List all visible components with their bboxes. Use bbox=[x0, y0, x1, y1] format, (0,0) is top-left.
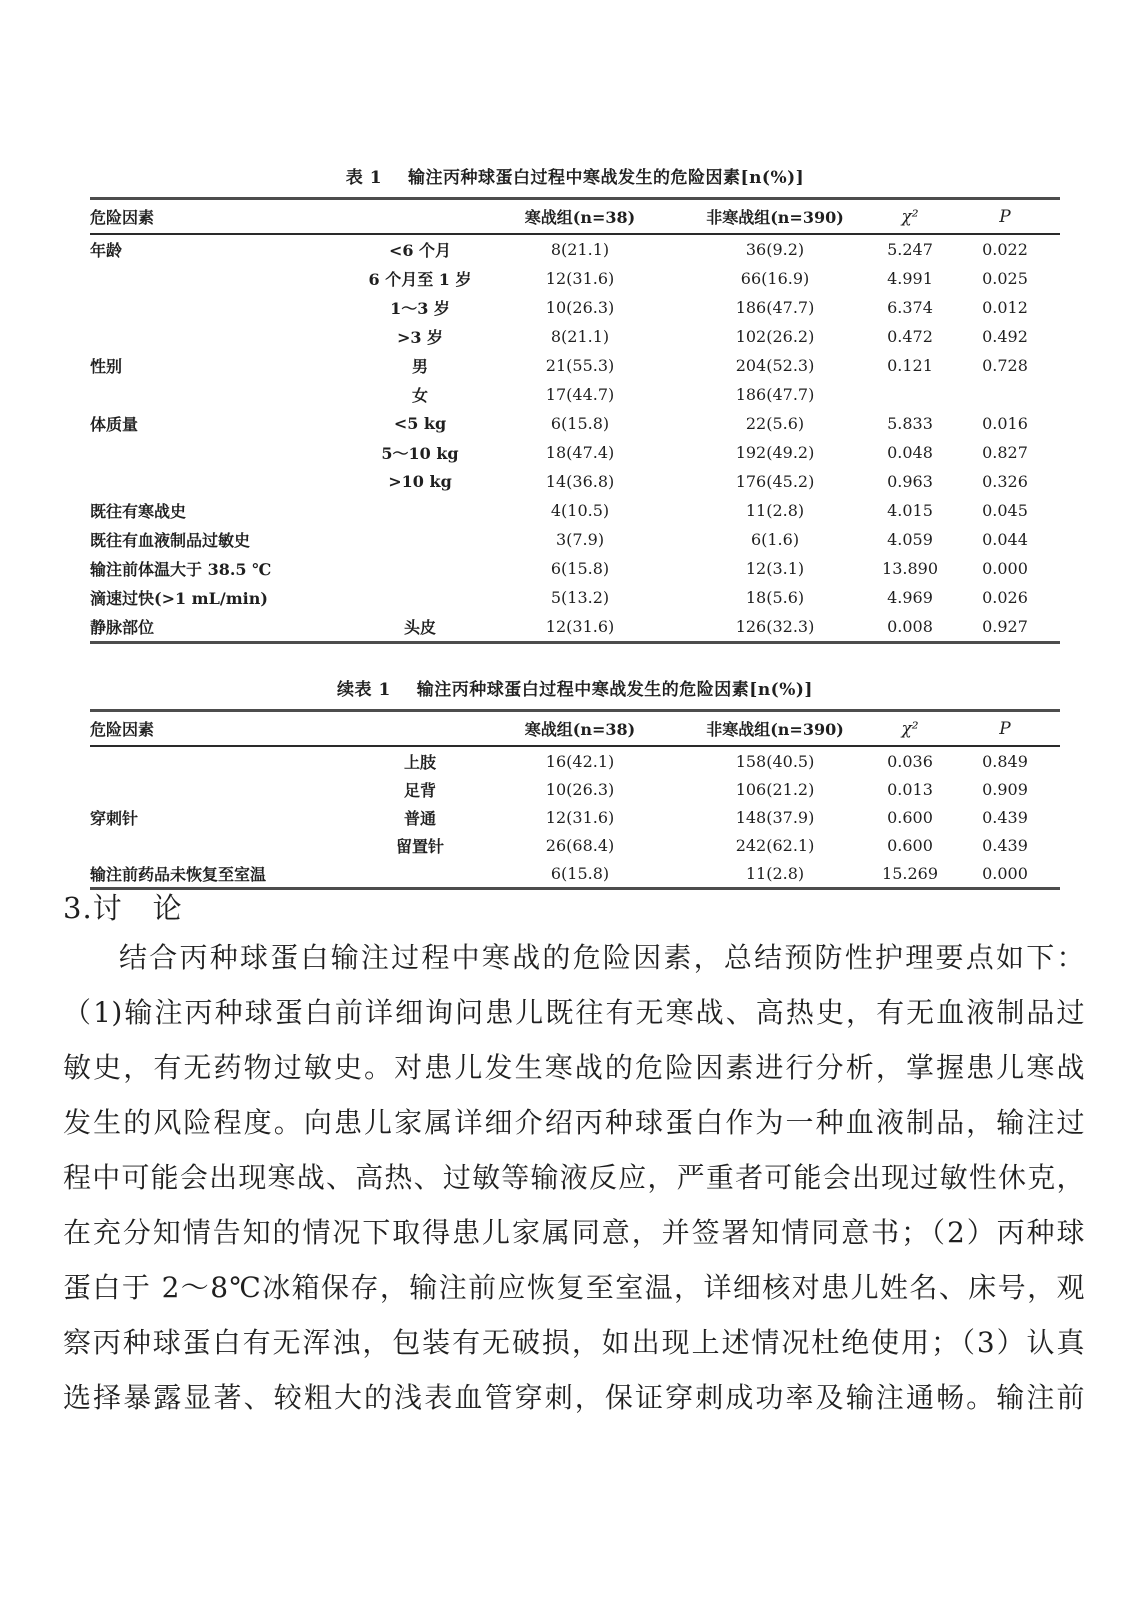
table-row bbox=[90, 803, 1060, 831]
cell-chi2: 5.833 bbox=[887, 414, 933, 433]
cell-nonchill: 158(40.5) bbox=[735, 751, 815, 771]
cell-p: 0.000 bbox=[982, 559, 1028, 578]
cell-factor: 穿刺针 bbox=[90, 808, 139, 828]
table1-caption bbox=[90, 166, 1060, 190]
cell-p: 0.849 bbox=[982, 751, 1028, 771]
table2 bbox=[90, 709, 1060, 890]
table2-label: 续表 1 bbox=[337, 680, 391, 700]
paragraph-line: 在充分知情告知的情况下取得患儿家属同意，并签署知情同意书；（2）丙种球 bbox=[63, 1216, 1085, 1249]
cell-p: 0.044 bbox=[982, 530, 1028, 549]
table1-header-nonchill-group: 非寒战组(n=390) bbox=[680, 199, 870, 235]
cell-chill: 3(7.9) bbox=[555, 530, 605, 549]
cell-category bbox=[360, 554, 480, 583]
table-row bbox=[90, 831, 1060, 859]
cell-factor: 性别 bbox=[90, 357, 123, 376]
cell-category: 1～3 岁 bbox=[390, 299, 450, 318]
cell-p: 0.439 bbox=[982, 807, 1028, 827]
table1-header-chill-group: 寒战组(n=38) bbox=[480, 199, 680, 235]
cell-p: 0.045 bbox=[982, 501, 1028, 520]
cell-category: 头皮 bbox=[404, 618, 437, 637]
table-row bbox=[90, 496, 1060, 525]
cell-chi2: 4.059 bbox=[887, 530, 933, 549]
cell-nonchill: 126(32.3) bbox=[735, 617, 815, 636]
cell-p: 0.000 bbox=[982, 863, 1028, 883]
cell-chi2 bbox=[870, 380, 950, 409]
table2-header-chi-square: χ² bbox=[870, 711, 950, 747]
table2-title: 输注丙种球蛋白过程中寒战发生的危险因素[n(%)] bbox=[416, 680, 813, 700]
table-row bbox=[90, 409, 1060, 438]
cell-factor bbox=[90, 293, 360, 322]
cell-category: 女 bbox=[412, 386, 429, 405]
paragraph-line: 蛋白于 2～8℃冰箱保存，输注前应恢复至室温，详细核对患儿姓名、床号，观 bbox=[63, 1271, 1085, 1304]
cell-p: 0.022 bbox=[982, 240, 1028, 259]
cell-category: 5～10 kg bbox=[381, 444, 459, 463]
cell-p: 0.012 bbox=[982, 298, 1028, 317]
table2-block bbox=[90, 678, 1060, 890]
cell-factor bbox=[90, 322, 360, 351]
cell-nonchill: 106(21.2) bbox=[735, 779, 815, 799]
cell-nonchill: 204(52.3) bbox=[735, 356, 815, 375]
cell-chill: 6(15.8) bbox=[550, 863, 610, 883]
cell-factor bbox=[90, 467, 360, 496]
cell-category: 足背 bbox=[404, 780, 437, 800]
table-row bbox=[90, 775, 1060, 803]
cell-factor: 输注前药品未恢复至室温 bbox=[90, 864, 267, 884]
cell-category: <6 个月 bbox=[388, 241, 452, 260]
cell-p: 0.909 bbox=[982, 779, 1028, 799]
table-row bbox=[90, 264, 1060, 293]
cell-chill: 6(15.8) bbox=[550, 414, 610, 433]
cell-p bbox=[950, 380, 1060, 409]
cell-chi2: 0.600 bbox=[887, 807, 933, 827]
table2-header-nonchill-group: 非寒战组(n=390) bbox=[680, 711, 870, 747]
table-row bbox=[90, 234, 1060, 264]
paragraph-line: 选择暴露显著、较粗大的浅表血管穿刺，保证穿刺成功率及输注通畅。输注前 bbox=[63, 1381, 1085, 1414]
cell-chill: 8(21.1) bbox=[550, 240, 610, 259]
paragraph-line: 发生的风险程度。向患儿家属详细介绍丙种球蛋白作为一种血液制品，输注过 bbox=[63, 1106, 1085, 1139]
cell-category: 上肢 bbox=[404, 752, 437, 772]
table-row bbox=[90, 467, 1060, 496]
cell-chi2: 13.890 bbox=[882, 559, 938, 578]
cell-category: 普通 bbox=[404, 808, 437, 828]
cell-category: 男 bbox=[412, 357, 429, 376]
cell-nonchill: 148(37.9) bbox=[735, 807, 815, 827]
cell-p: 0.016 bbox=[982, 414, 1028, 433]
table-row bbox=[90, 322, 1060, 351]
cell-nonchill: 12(3.1) bbox=[745, 559, 805, 578]
cell-p: 0.326 bbox=[982, 472, 1028, 491]
discussion-paragraph bbox=[63, 930, 1085, 1425]
cell-chill: 5(13.2) bbox=[550, 588, 610, 607]
paragraph-line: 敏史，有无药物过敏史。对患儿发生寒战的危险因素进行分析，掌握患儿寒战 bbox=[63, 1051, 1085, 1084]
cell-category: >3 岁 bbox=[396, 328, 444, 347]
table-row bbox=[90, 746, 1060, 775]
table2-header-factor: 危险因素 bbox=[90, 711, 480, 747]
table-row bbox=[90, 351, 1060, 380]
cell-nonchill: 6(1.6) bbox=[750, 530, 800, 549]
cell-chill: 18(47.4) bbox=[545, 443, 615, 462]
cell-factor: 输注前体温大于 38.5 ℃ bbox=[90, 560, 272, 579]
cell-nonchill: 66(16.9) bbox=[740, 269, 810, 288]
table1-header-chi-square: χ² bbox=[870, 199, 950, 235]
cell-chi2: 0.600 bbox=[887, 835, 933, 855]
cell-nonchill: 186(47.7) bbox=[735, 298, 815, 317]
cell-nonchill: 186(47.7) bbox=[735, 385, 815, 404]
table1-title: 输注丙种球蛋白过程中寒战发生的危险因素[n(%)] bbox=[408, 168, 805, 188]
table1-header-row bbox=[90, 199, 1060, 235]
cell-p: 0.827 bbox=[982, 443, 1028, 462]
cell-chill: 4(10.5) bbox=[550, 501, 610, 520]
section-heading-discussion: 3.讨 论 bbox=[63, 891, 183, 925]
table-row bbox=[90, 293, 1060, 322]
cell-factor: 年龄 bbox=[90, 241, 123, 260]
table-row bbox=[90, 525, 1060, 554]
table2-header-chill-group: 寒战组(n=38) bbox=[480, 711, 680, 747]
table2-caption bbox=[90, 678, 1060, 702]
cell-chi2: 15.269 bbox=[882, 863, 938, 883]
cell-chill: 12(31.6) bbox=[545, 269, 615, 288]
cell-chi2: 0.036 bbox=[887, 751, 933, 771]
cell-chill: 16(42.1) bbox=[545, 751, 615, 771]
cell-chi2: 0.008 bbox=[887, 617, 933, 636]
table-row bbox=[90, 554, 1060, 583]
table2-header-row bbox=[90, 711, 1060, 747]
cell-factor bbox=[90, 775, 360, 803]
cell-category bbox=[360, 583, 480, 612]
table-row bbox=[90, 583, 1060, 612]
cell-chill: 12(31.6) bbox=[545, 807, 615, 827]
cell-chi2: 4.015 bbox=[887, 501, 933, 520]
paragraph-line: 程中可能会出现寒战、高热、过敏等输液反应，严重者可能会出现过敏性休克， bbox=[63, 1161, 1085, 1194]
cell-category bbox=[360, 525, 480, 554]
cell-chi2: 0.963 bbox=[887, 472, 933, 491]
cell-chill: 6(15.8) bbox=[550, 559, 610, 578]
cell-factor bbox=[90, 831, 360, 859]
cell-p: 0.728 bbox=[982, 356, 1028, 375]
table1-header-factor: 危险因素 bbox=[90, 199, 480, 235]
cell-factor bbox=[90, 746, 360, 775]
cell-nonchill: 176(45.2) bbox=[735, 472, 815, 491]
paragraph-line: 察丙种球蛋白有无浑浊，包装有无破损，如出现上述情况杜绝使用；（3）认真 bbox=[63, 1326, 1085, 1359]
cell-category: 6 个月至 1 岁 bbox=[368, 270, 472, 289]
cell-factor bbox=[90, 264, 360, 293]
cell-chi2: 5.247 bbox=[887, 240, 933, 259]
table2-header-p-value: P bbox=[950, 711, 1060, 747]
cell-factor bbox=[90, 438, 360, 467]
cell-chi2: 0.121 bbox=[887, 356, 933, 375]
cell-chill: 17(44.7) bbox=[545, 385, 615, 404]
table-row bbox=[90, 438, 1060, 467]
cell-chi2: 4.991 bbox=[887, 269, 933, 288]
cell-factor: 静脉部位 bbox=[90, 618, 155, 637]
table1-block bbox=[90, 166, 1060, 644]
cell-nonchill: 242(62.1) bbox=[735, 835, 815, 855]
cell-factor: 既往有血液制品过敏史 bbox=[90, 531, 251, 550]
cell-factor: 既往有寒战史 bbox=[90, 502, 187, 521]
cell-chill: 21(55.3) bbox=[545, 356, 615, 375]
cell-category: >10 kg bbox=[388, 472, 452, 491]
cell-factor: 滴速过快(>1 mL/min) bbox=[90, 589, 268, 608]
table1-header-p-value: P bbox=[950, 199, 1060, 235]
cell-p: 0.439 bbox=[982, 835, 1028, 855]
cell-nonchill: 192(49.2) bbox=[735, 443, 815, 462]
paragraph-line: （1)输注丙种球蛋白前详细询问患儿既往有无寒战、高热史，有无血液制品过 bbox=[63, 996, 1085, 1029]
cell-factor: 体质量 bbox=[90, 415, 139, 434]
cell-nonchill: 18(5.6) bbox=[745, 588, 805, 607]
table1 bbox=[90, 197, 1060, 644]
cell-category: 留置针 bbox=[396, 836, 445, 856]
paragraph-line: 结合丙种球蛋白输注过程中寒战的危险因素，总结预防性护理要点如下： bbox=[119, 941, 1085, 974]
cell-p: 0.026 bbox=[982, 588, 1028, 607]
cell-category: <5 kg bbox=[393, 414, 447, 433]
cell-chill: 10(26.3) bbox=[545, 298, 615, 317]
cell-chi2: 6.374 bbox=[887, 298, 933, 317]
cell-nonchill: 102(26.2) bbox=[735, 327, 815, 346]
cell-chi2: 0.472 bbox=[887, 327, 933, 346]
cell-category bbox=[360, 859, 480, 889]
cell-chi2: 4.969 bbox=[887, 588, 933, 607]
cell-chill: 12(31.6) bbox=[545, 617, 615, 636]
cell-chill: 8(21.1) bbox=[550, 327, 610, 346]
cell-chi2: 0.048 bbox=[887, 443, 933, 462]
cell-p: 0.492 bbox=[982, 327, 1028, 346]
table-row bbox=[90, 380, 1060, 409]
cell-nonchill: 11(2.8) bbox=[745, 501, 805, 520]
cell-factor bbox=[90, 380, 360, 409]
cell-chi2: 0.013 bbox=[887, 779, 933, 799]
table1-label: 表 1 bbox=[345, 168, 383, 188]
cell-p: 0.025 bbox=[982, 269, 1028, 288]
cell-category bbox=[360, 496, 480, 525]
cell-p: 0.927 bbox=[982, 617, 1028, 636]
cell-nonchill: 36(9.2) bbox=[745, 240, 805, 259]
cell-chill: 10(26.3) bbox=[545, 779, 615, 799]
table-row bbox=[90, 612, 1060, 643]
table-row bbox=[90, 859, 1060, 889]
cell-chill: 26(68.4) bbox=[545, 835, 615, 855]
cell-nonchill: 22(5.6) bbox=[745, 414, 805, 433]
cell-chill: 14(36.8) bbox=[545, 472, 615, 491]
cell-nonchill: 11(2.8) bbox=[745, 863, 805, 883]
